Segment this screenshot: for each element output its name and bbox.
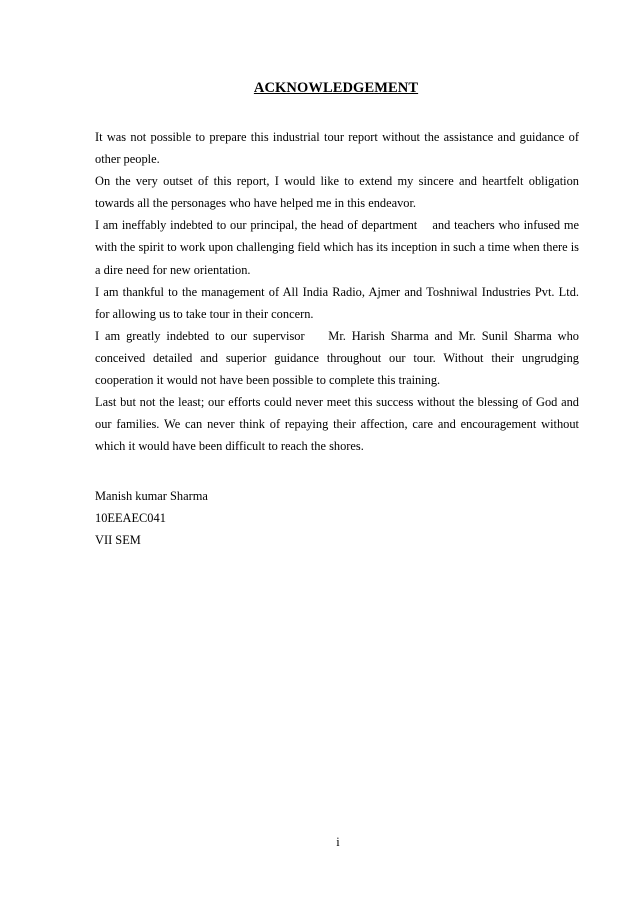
author-name: Manish kumar Sharma: [95, 489, 208, 503]
paragraph-closing: Last but not the least; our efforts could never meet this success without the blessing of God and our families. We can never think of repaying their affection, care and encouragement without which it would have been difficult to reach the shores.: [95, 395, 583, 454]
paragraph-supervisor: I am greatly indebted to our supervisor Mr. Harish Sharma and Mr. Sunil Sharma who conceived detailed and superior guidance throughout our tour. Without their ungrudging cooperation it would not have been possible to complete this training.: [95, 328, 583, 388]
page-title: ACKNOWLEDGEMENT: [253, 80, 419, 96]
paragraph-principal: I am ineffably indebted to our principal, the head of department and teachers who infused me with the spirit to work upon challenging field which has its inception in such a time when there is a dire need for new orientation.: [95, 218, 583, 277]
roll-number: 10EEAEC041: [95, 511, 166, 526]
page-number: i: [336, 835, 340, 849]
paragraph-obligation: On the very outset of this report, I would like to extend my sincere and heartfelt obligation towards all the personages who have helped me in this endeavor.: [95, 174, 583, 211]
acknowledgement-body: [95, 126, 586, 457]
paragraph-assistance: It was not possible to prepare this industrial tour report without the assistance and guidance of other people.: [95, 130, 583, 167]
signature-block: [95, 485, 395, 551]
semester: VII SEM: [95, 533, 141, 548]
paragraph-management: I am thankful to the management of All India Radio, Ajmer and Toshniwal Industries Pvt. Ltd. for allowing us to take tour in their concern.: [95, 284, 586, 321]
